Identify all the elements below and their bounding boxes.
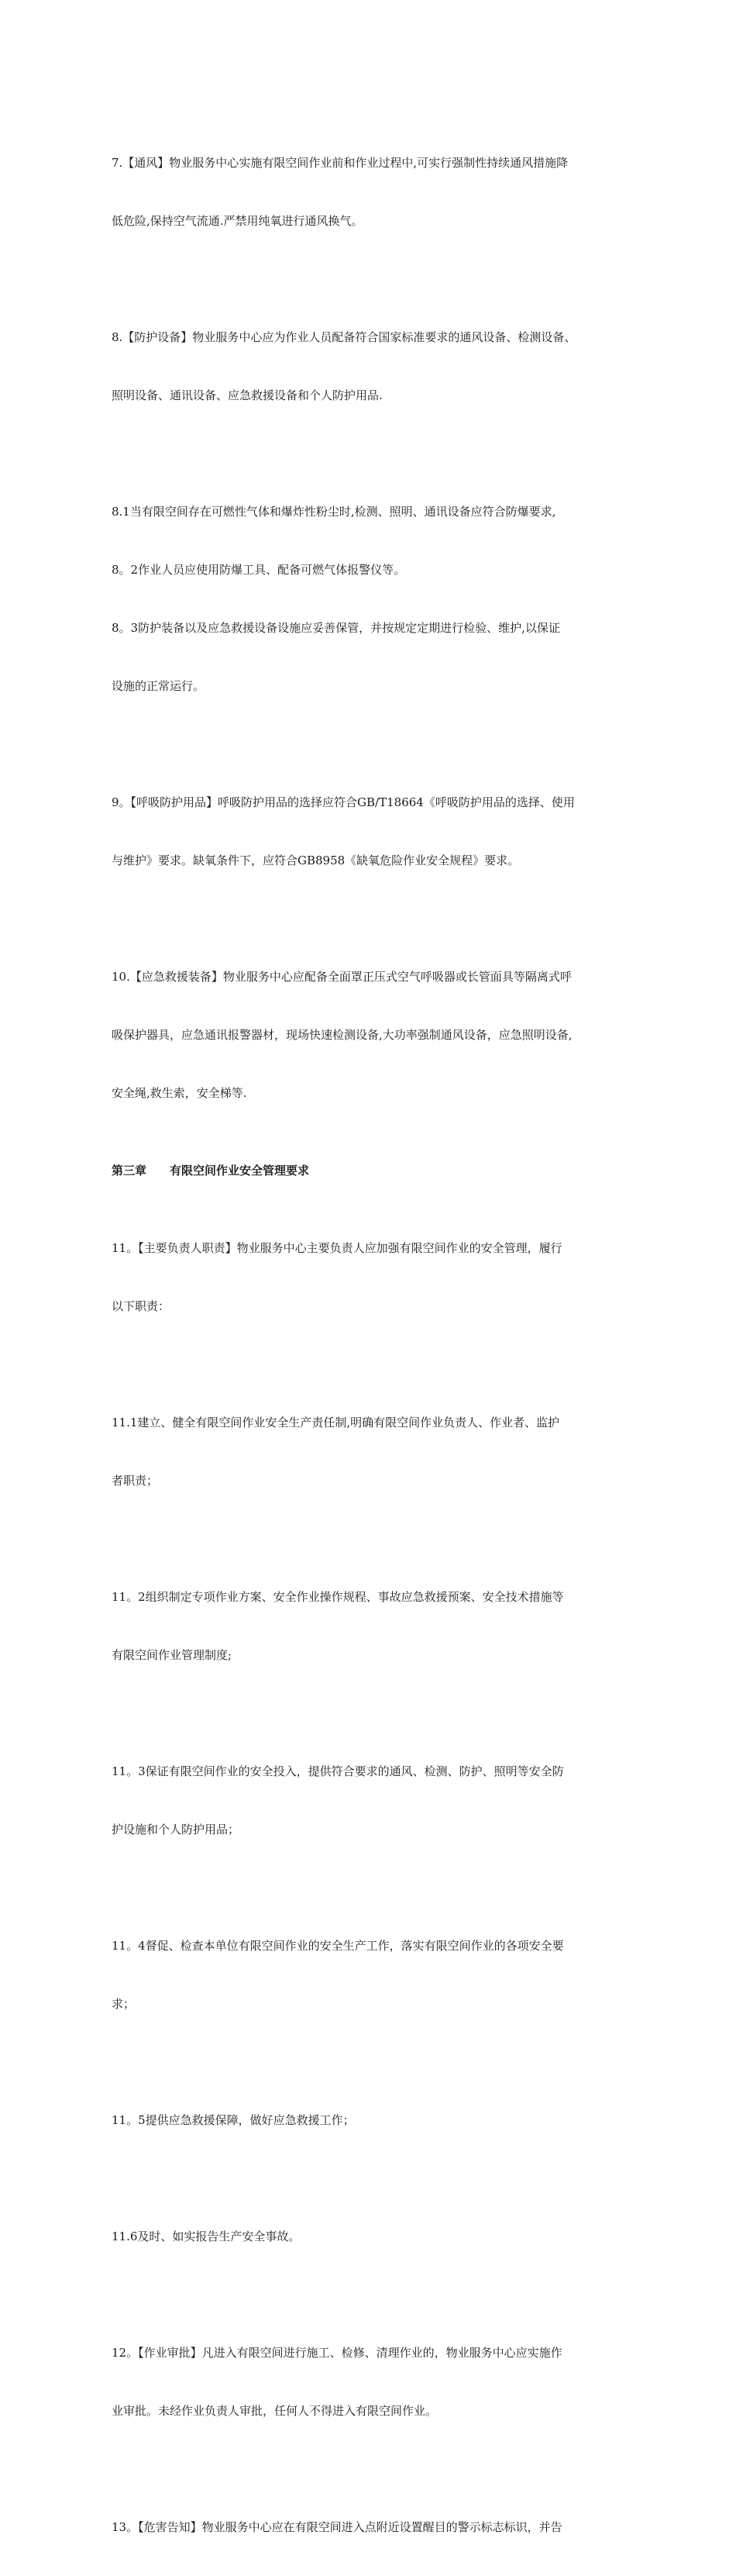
paragraph-12 bbox=[112, 2305, 632, 2460]
text-line: 11。5提供应急救援保障，做好应急救援工作； bbox=[112, 2113, 355, 2127]
text-line: 11。4督促、检查本单位有限空间作业的安全生产工作，落实有限空间作业的各项安全要 bbox=[112, 1939, 564, 1953]
paragraph-7 bbox=[112, 115, 632, 270]
paragraph-13 bbox=[112, 2479, 632, 2576]
text-line: 设施的正常运行。 bbox=[112, 679, 205, 693]
paragraph-11 bbox=[112, 1200, 632, 1355]
text-line: 11.6及时、如实报告生产安全事故。 bbox=[112, 2229, 301, 2243]
text-line: 10.【应急救援装备】物业服务中心应配备全面罩正压式空气呼吸器或长管面具等隔离式呼 bbox=[112, 970, 572, 984]
chapter-heading: 第三章 有限空间作业安全管理要求 bbox=[112, 1164, 310, 1178]
paragraph-11-3 bbox=[112, 1723, 632, 1878]
text-line: 以下职责： bbox=[112, 1299, 170, 1313]
paragraph-11-4 bbox=[112, 1898, 632, 2053]
text-line: 吸保护器具，应急通讯报警器材，现场快速检测设备,大功率强制通风设备，应急照明设备, bbox=[112, 1028, 573, 1042]
paragraph-11-6 bbox=[112, 2188, 632, 2285]
text-line: 求； bbox=[112, 1997, 136, 2011]
text-line: 11.1建立、健全有限空间作业安全生产责任制,明确有限空间作业负责人、作业者、监护 bbox=[112, 1416, 560, 1429]
text-line: 7.【通风】物业服务中心实施有限空间作业前和作业过程中,可实行强制性持续通风措施降 bbox=[112, 156, 569, 170]
paragraph-11-2 bbox=[112, 1549, 632, 1704]
text-line: 11。【主要负责人职责】物业服务中心主要负责人应加强有限空间作业的安全管理，履行 bbox=[112, 1241, 562, 1255]
text-line: 11。3保证有限空间作业的安全投入，提供符合要求的通风、检测、防护、照明等安全防 bbox=[112, 1764, 564, 1778]
paragraph-11-1 bbox=[112, 1374, 632, 1529]
text-line: 13。【危害告知】物业服务中心应在有限空间进入点附近设置醒目的警示标志标识，并告 bbox=[112, 2520, 562, 2534]
text-line: 8.1当有限空间存在可燃性气体和爆炸性粉尘时,检测、照明、通讯设备应符合防爆要求, bbox=[112, 505, 556, 519]
text-line: 8。2作业人员应使用防爆工具、配备可燃气体报警仪等。 bbox=[112, 563, 406, 577]
text-line: 者职责； bbox=[112, 1474, 159, 1488]
text-line: 低危险,保持空气流通.严禁用纯氧进行通风换气。 bbox=[112, 214, 363, 228]
text-line: 11。2组织制定专项作业方案、安全作业操作规程、事故应急救援预案、安全技术措施等 bbox=[112, 1590, 564, 1604]
text-line: 业审批。未经作业负责人审批，任何人不得进入有限空间作业。 bbox=[112, 2404, 438, 2418]
text-line: 8.【防护设备】物业服务中心应为作业人员配备符合国家标准要求的通风设备、检测设备、 bbox=[112, 330, 576, 344]
document-body bbox=[112, 115, 632, 2576]
paragraph-10 bbox=[112, 929, 632, 1142]
paragraph-11-5 bbox=[112, 2072, 632, 2169]
text-line: 8。3防护装备以及应急救援设备设施应妥善保管，并按规定定期进行检验、维护,以保证 bbox=[112, 621, 560, 635]
paragraph-8 bbox=[112, 289, 632, 444]
text-line: 有限空间作业管理制度; bbox=[112, 1648, 232, 1662]
paragraph-8-sub bbox=[112, 464, 632, 735]
text-line: 照明设备、通讯设备、应急救援设备和个人防护用品. bbox=[112, 388, 383, 402]
text-line: 12。【作业审批】凡进入有限空间进行施工、检修、清理作业的，物业服务中心应实施作 bbox=[112, 2346, 562, 2360]
text-line: 与维护》要求。缺氧条件下，应符合GB8958《缺氧危险作业安全规程》要求。 bbox=[112, 853, 520, 867]
text-line: 安全绳,救生索，安全梯等. bbox=[112, 1086, 247, 1100]
paragraph-9 bbox=[112, 754, 632, 909]
text-line: 护设施和个人防护用品； bbox=[112, 1823, 240, 1836]
text-line: 9。【呼吸防护用品】呼吸防护用品的选择应符合GB/T18664《呼吸防护用品的选择、使用 bbox=[112, 795, 575, 809]
